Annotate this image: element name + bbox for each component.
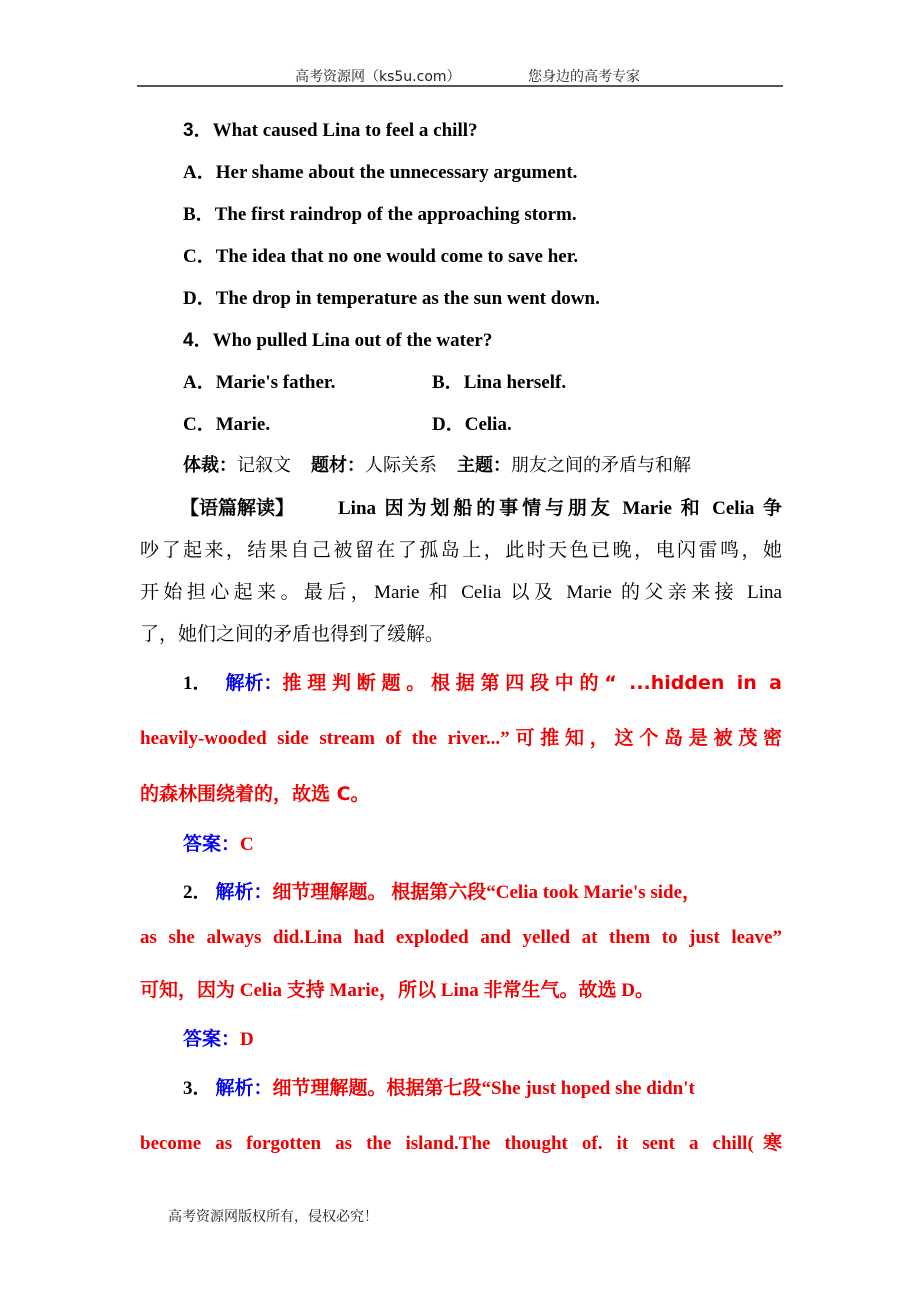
option-label: D． (432, 414, 465, 435)
option-text: The drop in temperature as the sun went down. (215, 288, 600, 309)
reading-line-3: 开始担心起来。最后，Marie 和 Celia 以及 Marie 的父亲来接 Lina (140, 582, 782, 603)
topic-value: 人际关系 (365, 455, 437, 476)
answer-1 (183, 829, 254, 856)
answer-label: 答案： (183, 833, 241, 855)
question-3-option-c (183, 241, 578, 268)
header-site-name: 高考资源网（ks5u.com） (295, 69, 461, 85)
analysis-3-line-2: become as forgotten as the island.The thought of. it sent a chill(寒 (140, 1133, 782, 1154)
reading-line-2: 吵了起来，结果自己被留在了孤岛上，此时天色已晚，电闪雷鸣，她 (140, 540, 782, 561)
option-label: A． (183, 162, 216, 183)
reading-line-1: Lina 因为划船的事情与朋友 Marie 和 Celia 争 (338, 498, 782, 519)
reading-title: 【语篇解读】 (180, 497, 295, 519)
option-label: A． (183, 372, 216, 393)
header-divider (137, 85, 783, 87)
analysis-number: 2． (183, 882, 212, 903)
option-label: C． (183, 414, 216, 435)
analysis-number: 1． (183, 673, 212, 694)
option-text: The first raindrop of the approaching storm. (214, 204, 577, 225)
answer-value: C (240, 834, 254, 855)
header-slogan: 您身边的高考专家 (528, 69, 640, 85)
option-text: Marie's father. (215, 372, 336, 393)
analysis-3-line-1 (183, 1073, 782, 1100)
question-4-option-d (432, 409, 512, 436)
question-3 (183, 115, 478, 142)
genre-line (183, 451, 691, 477)
question-number: 3． (183, 120, 213, 141)
answer-value: D (240, 1029, 254, 1050)
analysis-text: 推理判断题。根据第四段中的“ ...hidden in a (282, 672, 782, 694)
analysis-1-line-1 (183, 668, 782, 695)
question-3-option-b (183, 199, 577, 226)
option-label: B． (183, 204, 215, 225)
topic-label: 题材： (311, 455, 365, 476)
theme-label: 主题： (457, 455, 511, 476)
option-label: B． (432, 372, 464, 393)
question-4 (183, 325, 492, 352)
question-3-option-a (183, 157, 577, 184)
question-4-option-a (183, 367, 335, 394)
option-text: Lina herself. (463, 372, 567, 393)
answer-2 (183, 1024, 254, 1051)
analysis-2-line-1 (183, 877, 782, 904)
reading-line-4: 了，她们之间的矛盾也得到了缓解。 (140, 624, 445, 645)
question-3-option-d (183, 283, 600, 310)
question-4-option-c (183, 409, 270, 436)
analysis-1-line-3: 的森林围绕着的，故选 C。 (140, 783, 370, 805)
analysis-2-line-2: as she always did.Lina had exploded and yelled at them to just leave” (140, 927, 782, 948)
option-label: C． (183, 246, 216, 267)
genre-value: 记叙文 (237, 455, 291, 476)
question-text: Who pulled Lina out of the water? (212, 330, 493, 351)
answer-label: 答案： (183, 1028, 241, 1050)
footer-copyright: 高考资源网版权所有，侵权必究！ (168, 1209, 378, 1225)
analysis-label: 解析： (225, 672, 283, 694)
analysis-label: 解析： (215, 881, 273, 903)
question-text: What caused Lina to feel a chill? (212, 120, 478, 141)
analysis-number: 3． (183, 1078, 212, 1099)
analysis-text: 细节理解题。 根据第六段“Celia took Marie's side， (272, 882, 702, 903)
option-text: Celia. (464, 414, 512, 435)
question-number: 4． (183, 330, 213, 351)
question-4-option-b (432, 367, 566, 394)
genre-label: 体裁： (183, 455, 237, 476)
theme-value: 朋友之间的矛盾与和解 (511, 455, 691, 476)
analysis-text: 细节理解题。根据第七段“She just hoped she didn't (272, 1078, 695, 1099)
option-text: The idea that no one would come to save her. (215, 246, 579, 267)
option-text: Marie. (215, 414, 271, 435)
analysis-label: 解析： (215, 1077, 273, 1099)
option-label: D． (183, 288, 216, 309)
analysis-2-line-3: 可知，因为 Celia 支持 Marie，所以 Lina 非常生气。故选 D。 (140, 980, 655, 1001)
analysis-1-line-2: heavily-wooded side stream of the river...”可推知，这个岛是被茂密 (140, 728, 782, 749)
option-text: Her shame about the unnecessary argument. (215, 162, 578, 183)
